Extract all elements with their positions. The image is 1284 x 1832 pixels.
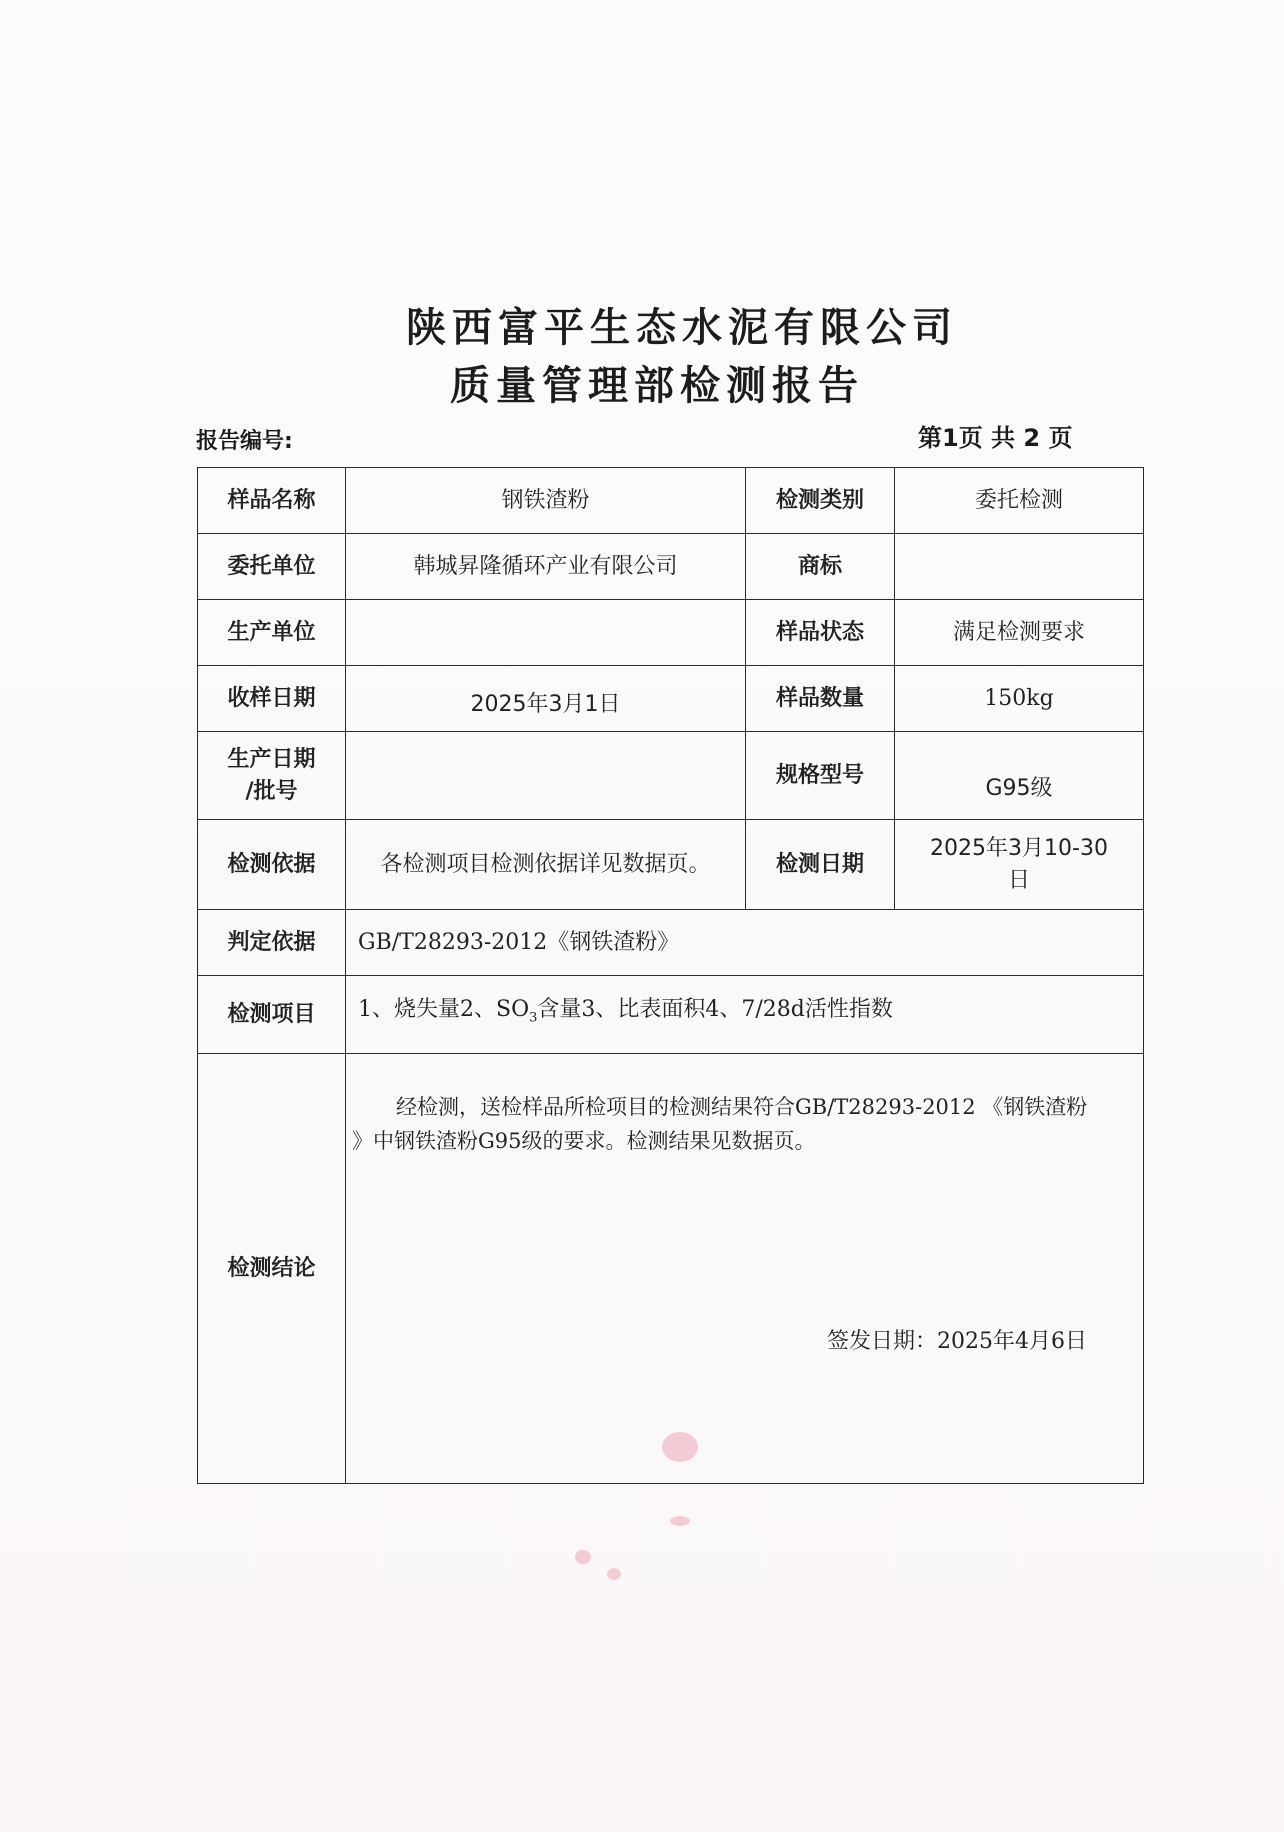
sample-name-value: 钢铁渣粉 [346,468,746,534]
table-row [198,468,1144,534]
spec-value: G95级 [895,732,1144,820]
prod-date-label-line2: /批号 [245,778,298,804]
judgement-value: GB/T28293-2012《钢铁渣粉》 [346,910,1144,976]
client-value: 韩城昇隆循环产业有限公司 [346,534,746,600]
items-text-part1: 1、烧失量2、SO [358,997,530,1023]
table-row [198,1054,1144,1484]
conclusion-text [348,1090,1143,1158]
table-row [198,732,1144,820]
stamp-mark [607,1568,621,1580]
test-type-label: 检测类别 [746,468,895,534]
items-subscript: 3 [529,1010,538,1026]
table-row [198,976,1144,1054]
sample-state-label: 样品状态 [746,600,895,666]
prod-date-label-line1: 生产日期 [227,746,316,772]
table-row [198,600,1144,666]
receive-date-value: 2025年3月1日 [346,666,746,732]
stamp-mark [670,1516,690,1526]
page-info: 第1页 共 2 页 [918,424,1073,452]
test-date-value [895,820,1144,910]
prod-date-label [198,732,346,820]
conclusion-label: 检测结论 [198,1054,346,1484]
table-row [198,910,1144,976]
items-label: 检测项目 [198,976,346,1054]
producer-label: 生产单位 [198,600,346,666]
items-value [346,976,1144,1054]
receive-date-label: 收样日期 [198,666,346,732]
issue-date: 签发日期：2025年4月6日 [827,1329,1087,1354]
report-title: 质量管理部检测报告 [450,363,864,409]
sample-state-value: 满足检测要求 [895,600,1144,666]
table-row [198,666,1144,732]
test-date-label: 检测日期 [746,820,895,910]
conclusion-line2: 》中钢铁渣粉G95级的要求。检测结果见数据页。 [352,1129,816,1153]
company-title: 陕西富平生态水泥有限公司 [406,305,958,351]
client-label: 委托单位 [198,534,346,600]
basis-label: 检测依据 [198,820,346,910]
spec-label: 规格型号 [746,732,895,820]
table-row [198,534,1144,600]
report-table [197,467,1144,1484]
sample-qty-label: 样品数量 [746,666,895,732]
basis-value: 各检测项目检测依据详见数据页。 [346,820,746,910]
report-number-label: 报告编号: [196,429,293,454]
trademark-label: 商标 [746,534,895,600]
stamp-mark [662,1432,698,1462]
producer-value [346,600,746,666]
sample-qty-value: 150kg [895,666,1144,732]
conclusion-cell [346,1054,1144,1484]
items-text-part2: 含量3、比表面积4、7/28d活性指数 [537,997,893,1023]
sample-name-label: 样品名称 [198,468,346,534]
test-date-line2: 日 [1007,867,1030,893]
stamp-mark [575,1550,591,1564]
conclusion-line1: 经检测，送检样品所检项目的检测结果符合GB/T28293-2012 《钢铁渣粉 [396,1095,1088,1119]
test-date-line1: 2025年3月10-30 [930,835,1108,861]
trademark-value [895,534,1144,600]
table-row [198,820,1144,910]
prod-date-value [346,732,746,820]
judgement-label: 判定依据 [198,910,346,976]
test-type-value: 委托检测 [895,468,1144,534]
